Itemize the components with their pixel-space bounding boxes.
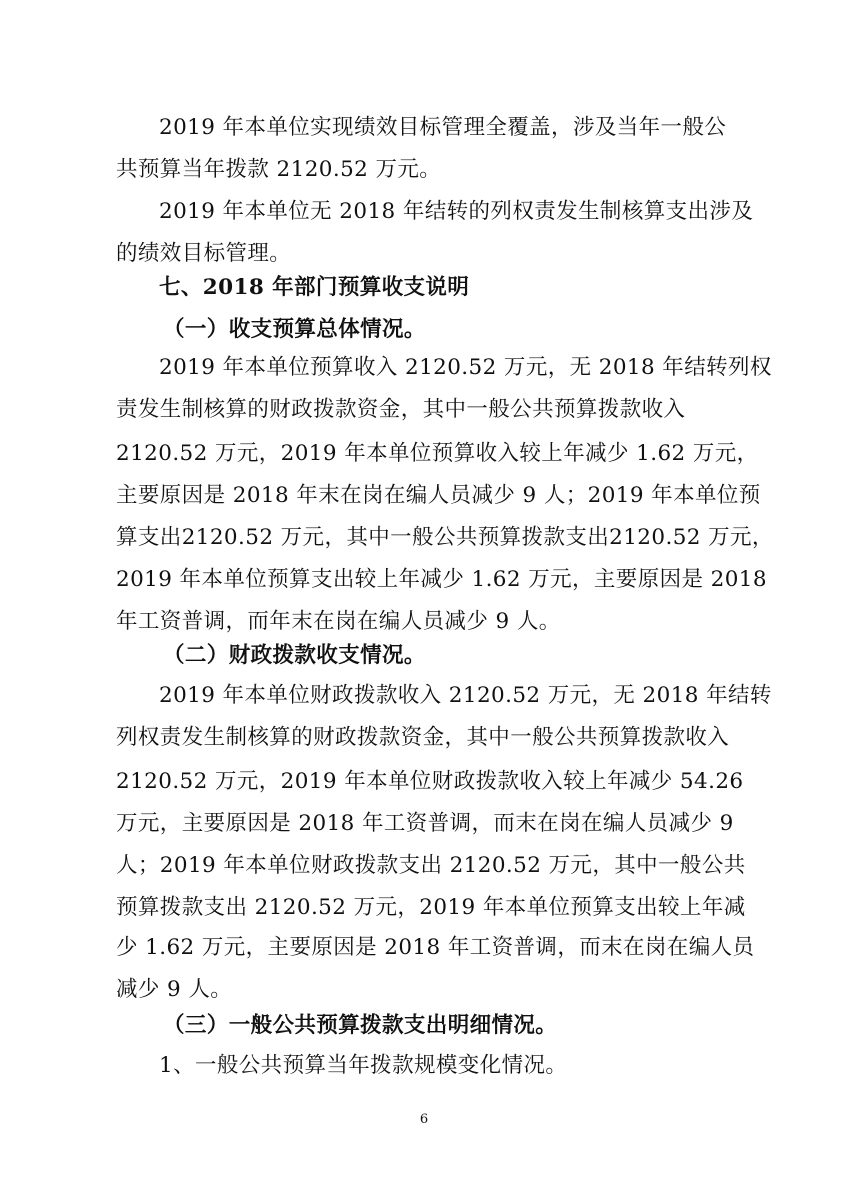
text-line: 减少 9 人。 (116, 977, 233, 1002)
text-line: 2019 年本单位预算支出较上年减少 1.62 万元，主要原因是 2018 (116, 567, 767, 592)
text-line: 万元，主要原因是 2018 年工资普调，而末在岗在编人员减少 9 (116, 811, 734, 836)
section-heading: 七、2018 年部门预算收支说明 (159, 275, 470, 300)
text-line: 预算拨款支出 2120.52 万元，2019 年本单位预算支出较上年减 (116, 895, 746, 920)
text-line: 2019 年本单位无 2018 年结转的列权责发生制核算支出涉及 (159, 199, 754, 224)
text-line: 2019 年本单位预算收入 2120.52 万元，无 2018 年结转列权 (159, 355, 772, 380)
text-line: 算支出2120.52 万元，其中一般公共预算拨款支出2120.52 万元， (116, 525, 774, 550)
text-line: 人；2019 年本单位财政拨款支出 2120.52 万元，其中一般公共 (116, 853, 746, 878)
text-line: 1、一般公共预算当年拨款规模变化情况。 (159, 1053, 568, 1078)
text-line: 2120.52 万元，2019 年本单位财政拨款收入较上年减少 54.26 (116, 769, 744, 794)
text-line: 的绩效目标管理。 (116, 241, 292, 266)
text-line: 共预算当年拨款 2120.52 万元。 (116, 157, 442, 182)
subsection-heading: （三）一般公共预算拨款支出明细情况。 (163, 1013, 558, 1038)
text-line: 2120.52 万元，2019 年本单位预算收入较上年减少 1.62 万元， (116, 441, 759, 466)
text-line: 年工资普调，而年末在岗在编人员减少 9 人。 (116, 609, 561, 634)
text-line: 2019 年本单位实现绩效目标管理全覆盖，涉及当年一般公 (159, 115, 727, 140)
text-line: 列权责发生制核算的财政拨款资金，其中一般公共预算拨款收入 (116, 725, 730, 750)
text-line: 主要原因是 2018 年末在岗在编人员减少 9 人；2019 年本单位预 (116, 483, 761, 508)
page-number: 6 (419, 1112, 429, 1127)
subsection-heading: （二）财政拨款收支情况。 (163, 643, 426, 668)
text-line: 少 1.62 万元，主要原因是 2018 年工资普调，而末在岗在编人员 (116, 935, 755, 960)
text-line: 责发生制核算的财政拨款资金，其中一般公共预算拨款收入 (116, 397, 686, 422)
text-line: 2019 年本单位财政拨款收入 2120.52 万元，无 2018 年结转 (159, 683, 772, 708)
subsection-heading: （一）收支预算总体情况。 (163, 317, 426, 342)
